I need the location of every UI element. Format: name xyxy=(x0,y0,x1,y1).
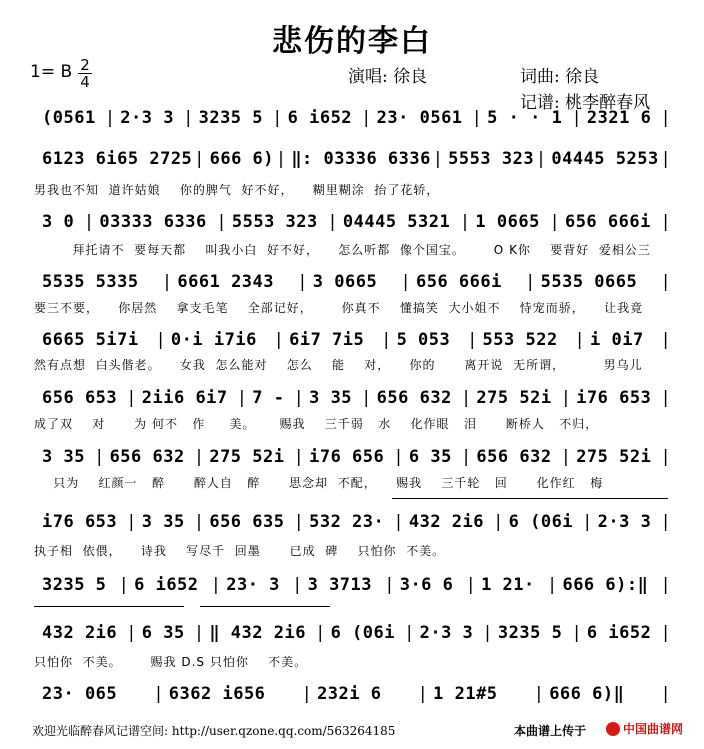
score-row xyxy=(34,623,670,643)
time-signature-top: 2 xyxy=(80,56,90,74)
barline: | xyxy=(120,575,128,595)
measure: 3 35 xyxy=(309,388,353,408)
measure: 03333 6336 xyxy=(99,212,207,232)
measure: 6665 5i7i xyxy=(42,330,139,350)
measure: 5535 0665 xyxy=(540,272,638,292)
volta-2-line xyxy=(34,606,184,607)
barline: | xyxy=(538,149,545,169)
barline: | xyxy=(573,108,580,128)
measure: 656 635 xyxy=(209,512,285,532)
measure: 2321 6 xyxy=(586,108,652,128)
volta-3-line xyxy=(200,606,330,607)
barline: | xyxy=(551,212,558,232)
barline: | xyxy=(86,212,93,232)
measure: 7 - xyxy=(252,388,285,408)
lyric-line: 只为 红颜一 醉 醉人自 醉 思念却 不配， 赐我 三千轮 回 化作红 梅 xyxy=(34,476,604,490)
measure: 2·3 3 xyxy=(120,108,174,128)
measure: 23· 065 xyxy=(42,684,118,704)
measure: 6 i652 xyxy=(586,623,652,643)
barline: | xyxy=(164,272,171,292)
barline: | xyxy=(157,330,164,350)
score-row xyxy=(34,330,670,350)
score-row xyxy=(34,212,670,232)
barline: | xyxy=(196,447,203,467)
score-row xyxy=(34,575,670,595)
score-row xyxy=(34,512,670,532)
composer-credit: 词曲: 徐良 xyxy=(520,67,600,87)
measure: (0561 xyxy=(42,108,96,128)
measure: ‖: 03336 6336 xyxy=(291,149,431,169)
measure: 656 632 xyxy=(376,388,452,408)
measure: 432 2i6 xyxy=(408,512,485,532)
measure: 3 3713 xyxy=(307,575,373,595)
barline: | xyxy=(662,512,669,532)
barline: | xyxy=(299,272,306,292)
measure: 2ii6 6i7 xyxy=(141,388,228,408)
measure: 3 35 xyxy=(42,447,85,467)
measure: 23· 0561 xyxy=(376,108,463,128)
measure: 656 632 xyxy=(109,447,185,467)
measure: 3235 5 xyxy=(497,623,563,643)
measure: 3 0665 xyxy=(312,272,378,292)
barline: | xyxy=(278,149,285,169)
barline: | xyxy=(303,684,311,704)
time-signature xyxy=(78,58,92,89)
logo-mark-icon xyxy=(606,722,620,736)
barline: | xyxy=(402,272,409,292)
measure: 5535 5335 xyxy=(42,272,139,292)
barline: | xyxy=(128,512,135,532)
barline: | xyxy=(395,447,402,467)
barline: | xyxy=(317,623,324,643)
measure: 5 053 xyxy=(396,330,451,350)
barline: | xyxy=(295,447,303,467)
barline: | xyxy=(295,512,303,532)
barline: | xyxy=(549,575,556,595)
barline: | xyxy=(662,388,669,408)
measure: 3235 5 xyxy=(198,108,264,128)
measure: 275 52i xyxy=(476,388,552,408)
score-row xyxy=(34,149,670,169)
barline: | xyxy=(128,623,135,643)
barline: | xyxy=(395,512,402,532)
barline: | xyxy=(434,149,442,169)
barline: | xyxy=(495,512,502,532)
measure: 656 666i xyxy=(415,272,502,292)
measure: 666 6):‖ xyxy=(562,575,649,595)
barline: | xyxy=(662,108,669,128)
measure: 6 (06i xyxy=(330,623,395,643)
key-signature: 1= B xyxy=(30,62,73,82)
lyric-line: 然有点想 白头偕老。 女我 怎么能对 怎么 能 对， 你的 离开说 无所谓， 男乌儿 xyxy=(34,358,643,372)
lyric-line: 执子相 依偎， 诗我 写尽千 回墨 已成 碑 只怕你 不美。 xyxy=(34,544,446,558)
measure: 656 666i xyxy=(564,212,651,232)
measure: 6 (06i xyxy=(508,512,574,532)
barline: | xyxy=(196,623,203,643)
measure: 275 52i xyxy=(576,447,652,467)
barline: | xyxy=(576,330,583,350)
measure: 6123 6i65 2725 xyxy=(42,149,193,169)
barline: | xyxy=(527,272,534,292)
barline: | xyxy=(294,575,301,595)
measure: 5553 323 xyxy=(231,212,318,232)
measure: 553 522 xyxy=(482,330,558,350)
measure: i 0i7 xyxy=(590,330,644,350)
lyric-line: 只怕你 不美。 赐我 D.S 只怕你 不美。 xyxy=(34,655,308,669)
barline: | xyxy=(662,330,669,350)
measure: i76 656 xyxy=(309,447,385,467)
barline: | xyxy=(467,575,475,595)
measure: 6661 2343 xyxy=(177,272,275,292)
measure: 5 · · 1 xyxy=(487,108,563,128)
barline: | xyxy=(469,330,476,350)
barline: | xyxy=(662,212,669,232)
singer-credit: 演唱: 徐良 xyxy=(348,67,428,87)
barline: | xyxy=(96,447,103,467)
barline: | xyxy=(295,388,303,408)
measure: 6 i652 xyxy=(134,575,199,595)
barline: | xyxy=(462,212,469,232)
measure: 6 i652 xyxy=(287,108,353,128)
barline: | xyxy=(196,512,203,532)
measure: 432 2i6 xyxy=(42,623,118,643)
barline: | xyxy=(218,212,225,232)
time-signature-bottom: 4 xyxy=(80,73,90,91)
measure: i76 653 xyxy=(576,388,652,408)
measure: 3 0 xyxy=(42,212,75,232)
barline: | xyxy=(484,623,491,643)
barline: | xyxy=(275,330,283,350)
barline: | xyxy=(239,388,246,408)
barline: | xyxy=(463,388,470,408)
page-title: 悲伤的李白 xyxy=(272,24,432,59)
barline: | xyxy=(383,330,390,350)
barline: | xyxy=(107,108,114,128)
measure: 6 35 xyxy=(408,447,452,467)
barline: | xyxy=(562,388,570,408)
measure: 6i7 7i5 xyxy=(289,330,365,350)
barline: | xyxy=(406,623,413,643)
measure: 0·i i7i6 xyxy=(170,330,257,350)
barline: | xyxy=(363,388,370,408)
barline: | xyxy=(573,623,580,643)
score-row xyxy=(34,272,670,292)
measure: ‖ 432 2i6 xyxy=(209,623,306,643)
measure: 656 632 xyxy=(476,447,552,467)
measure: 04445 5321 xyxy=(342,212,451,232)
barline: | xyxy=(662,272,670,292)
measure: 04445 5253 xyxy=(551,149,659,169)
measure: 666 6) xyxy=(209,149,275,169)
barline: | xyxy=(662,623,669,643)
logo-text: 中国曲谱网 xyxy=(623,722,684,736)
lyric-line: 拜托请不 要每天都 叫我小白 好不好， 怎么听都 像个国宝。 O K你 要背好 爱相公三 xyxy=(34,243,651,257)
footer-welcome: 欢迎光临醉春风记谱空间: http://user.qzone.qq.com/563264185 xyxy=(32,724,396,738)
measure: 23· 3 xyxy=(226,575,280,595)
barline: | xyxy=(196,149,203,169)
measure: 532 23· xyxy=(309,512,385,532)
score-row xyxy=(34,108,670,128)
barline: | xyxy=(155,684,162,704)
measure: i76 653 xyxy=(42,512,118,532)
measure: 3·6 6 xyxy=(399,575,454,595)
barline: | xyxy=(329,212,336,232)
measure: 5553 323 xyxy=(448,149,535,169)
barline: | xyxy=(662,447,669,467)
site-logo[interactable] xyxy=(606,718,698,740)
measure: 1 21· xyxy=(481,575,535,595)
measure: 2·3 3 xyxy=(597,512,652,532)
measure: 2·3 3 xyxy=(419,623,474,643)
barline: | xyxy=(473,108,481,128)
barline: | xyxy=(662,684,669,704)
score-row xyxy=(34,388,670,408)
barline: | xyxy=(185,108,192,128)
barline: | xyxy=(386,575,393,595)
measure: 275 52i xyxy=(209,447,285,467)
measure: 666 6)‖ xyxy=(549,684,625,704)
transcriber-credit: 记谱: 桃李醉春风 xyxy=(520,93,651,113)
barline: | xyxy=(535,684,543,704)
score-row xyxy=(34,684,670,704)
measure: 6362 i656 xyxy=(168,684,266,704)
lyric-line: 男我也不知 道许姑娘 你的脾气 好不好， 糊里糊涂 抬了花轿， xyxy=(34,183,440,197)
barline: | xyxy=(363,108,370,128)
barline: | xyxy=(419,684,427,704)
volta-1-line xyxy=(392,498,668,499)
measure: 6 35 xyxy=(141,623,185,643)
measure: 3 35 xyxy=(141,512,185,532)
barline: | xyxy=(584,512,591,532)
measure: 1 21#5 xyxy=(433,684,498,704)
measure: 3235 5 xyxy=(42,575,107,595)
measure: 1 0665 xyxy=(475,212,540,232)
barline: | xyxy=(212,575,220,595)
score-row xyxy=(34,447,670,467)
barline: | xyxy=(463,447,470,467)
barline: | xyxy=(128,388,135,408)
barline: | xyxy=(662,149,670,169)
footer-upload-note: 本曲谱上传于 xyxy=(514,724,587,738)
barline: | xyxy=(274,108,281,128)
measure: 232i 6 xyxy=(317,684,382,704)
lyric-line: 要三不要， 你居然 拿支毛笔 全部记好， 你真不 懂搞笑 大小姐不 恃宠而骄， 让我竟 xyxy=(34,301,644,315)
barline: | xyxy=(662,575,670,595)
measure: 656 653 xyxy=(42,388,118,408)
barline: | xyxy=(562,447,570,467)
lyric-line: 成了双 对 为 何不 作 美。 赐我 三千弱 水 化作眼 泪 断桥人 不归， xyxy=(34,417,599,431)
